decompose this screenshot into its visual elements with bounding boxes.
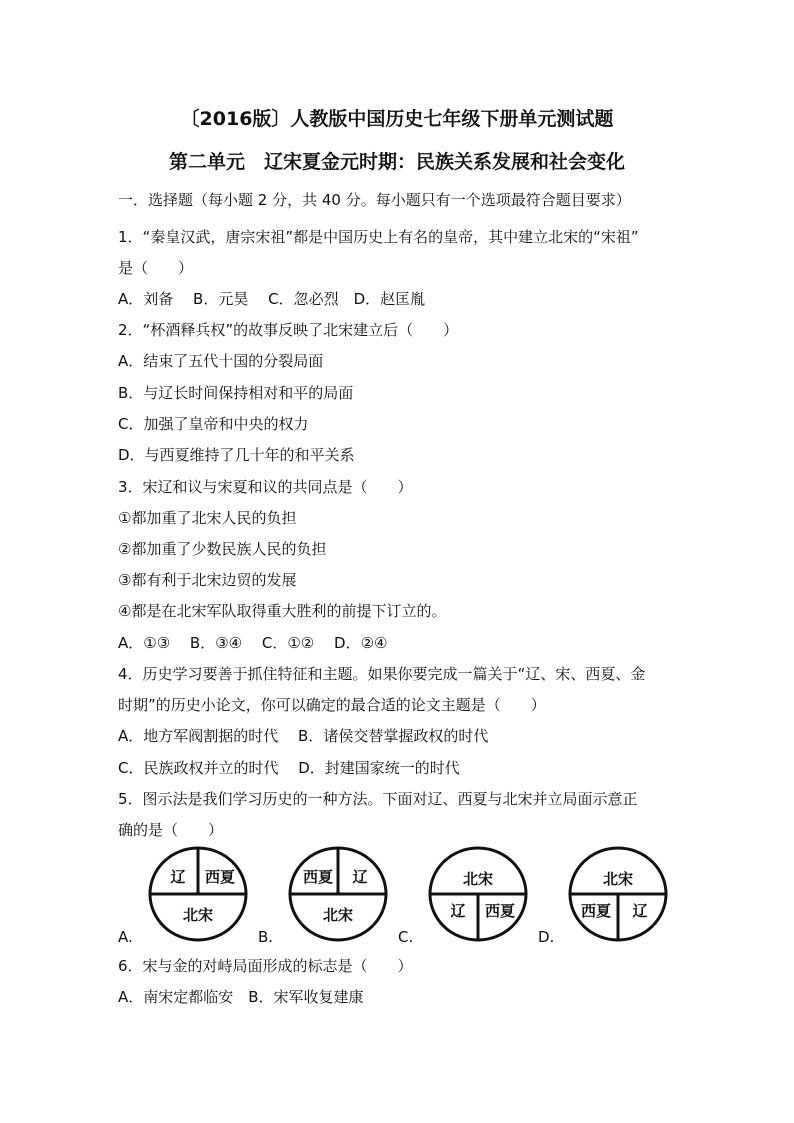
pie-diagram-a	[148, 846, 248, 944]
diagram-d-bottom-right: 辽	[632, 902, 648, 920]
diagram-b-letter: B.	[258, 928, 274, 946]
question-5-line-1: 5．图示法是我们学习历史的一种方法。下面对辽、西夏与北宋并立局面示意正	[118, 790, 638, 808]
question-6: 6．宋与金的对峙局面形成的标志是（ ）	[118, 957, 413, 975]
diagram-option-a	[118, 846, 268, 946]
section-heading: 一．选择题（每小题 2 分，共 40 分。每小题只有一个选项最符合题目要求）	[118, 191, 631, 209]
diagram-a-top-right: 西夏	[204, 868, 236, 886]
diagram-option-b	[258, 846, 408, 946]
question-4-options-ab: A．地方军阀割据的时代 B．诸侯交替掌握政权的时代	[118, 727, 489, 745]
pie-diagram-b	[288, 846, 388, 944]
pie-diagram-c	[428, 846, 528, 944]
question-6-options-ab: A．南宋定都临安 B．宋军收复建康	[118, 988, 364, 1006]
question-4-options-cd: C．民族政权并立的时代 D．封建国家统一的时代	[118, 759, 460, 777]
question-2-option-d: D．与西夏维持了几十年的和平关系	[118, 446, 355, 464]
diagram-d-bottom-left: 西夏	[580, 902, 612, 920]
diagram-c-top: 北宋	[462, 870, 494, 888]
diagram-a-bottom: 北宋	[182, 906, 214, 924]
diagram-a-top-left: 辽	[170, 868, 186, 886]
pie-diagram-d	[568, 846, 668, 944]
diagram-b-bottom: 北宋	[322, 906, 354, 924]
diagram-b-top-left: 西夏	[302, 868, 334, 886]
question-1-options: A．刘备 B．元昊 C．忽必烈 D．赵匡胤	[118, 290, 426, 308]
question-5-line-2: 确的是（ ）	[118, 821, 224, 839]
question-3-options: A．①③ B．③④ C．①② D．②④	[118, 634, 388, 652]
question-3-statement-1: ①都加重了北宋人民的负担	[118, 509, 297, 527]
question-3-statement-3: ③都有利于北宋边贸的发展	[118, 571, 297, 589]
unit-title: 第二单元 辽宋夏金元时期：民族关系发展和社会变化	[168, 151, 625, 173]
question-4-line-2: 时期”的历史小论文，你可以确定的最合适的论文主题是（ ）	[118, 696, 546, 714]
question-2-option-c: C．加强了皇帝和中央的权力	[118, 415, 309, 433]
diagram-a-letter: A.	[118, 928, 133, 946]
diagram-c-bottom-left: 辽	[450, 902, 466, 920]
question-3-statement-2: ②都加重了少数民族人民的负担	[118, 540, 327, 558]
exam-title: 〔2016版〕人教版中国历史七年级下册单元测试题	[180, 108, 614, 130]
diagram-b-top-right: 辽	[352, 868, 368, 886]
diagram-c-bottom-right: 西夏	[484, 902, 516, 920]
question-1-line-2: 是（ ）	[118, 259, 194, 277]
diagram-c-letter: C.	[398, 928, 414, 946]
diagram-d-top: 北宋	[602, 870, 634, 888]
question-2-option-a: A．结束了五代十国的分裂局面	[118, 352, 324, 370]
question-2-option-b: B．与辽长时间保持相对和平的局面	[118, 384, 354, 402]
question-3: 3．宋辽和议与宋夏和议的共同点是（ ）	[118, 478, 413, 496]
diagram-d-letter: D.	[538, 928, 555, 946]
question-1-line-1: 1．“秦皇汉武，唐宗宋祖”都是中国历史上有名的皇帝，其中建立北宋的“宋祖”	[118, 228, 639, 246]
diagram-option-c	[398, 846, 548, 946]
question-2: 2．“杯酒释兵权”的故事反映了北宋建立后（ ）	[118, 321, 459, 339]
diagram-option-d	[538, 846, 688, 946]
question-3-statement-4: ④都是在北宋军队取得重大胜利的前提下订立的。	[118, 602, 447, 620]
question-4-line-1: 4．历史学习要善于抓住特征和主题。如果你要完成一篇关于“辽、宋、西夏、金	[118, 665, 646, 683]
